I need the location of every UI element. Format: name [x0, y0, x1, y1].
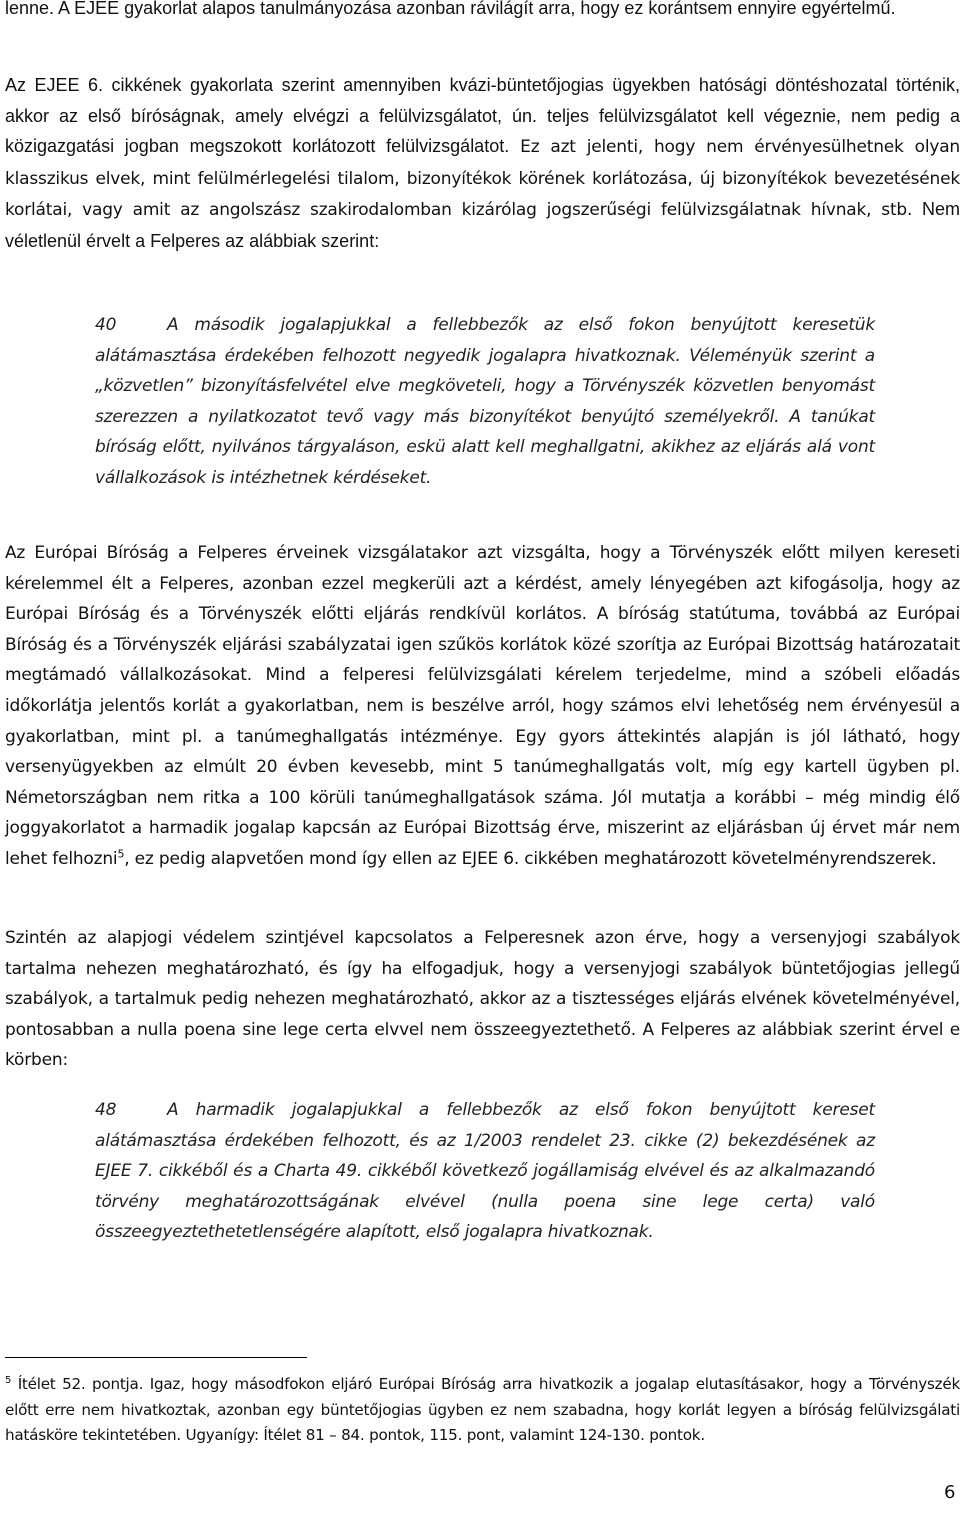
paragraph-fundamental-rights-text: Szintén az alapjogi védelem szintjével kapcsolatos a Felperesnek azon érve, hogy a versenyjogi szabályok tartalma nehezen meghatározható, és így ha elfogadjuk, hogy a versenyjogi szabályok büntetőjogias jellegű szabályok, a tartalmuk pedig nehezen meghatározható, akkor az a tisztességes eljárás elvének követelményével, pontosabban a nulla poena sine lege certa elvvel nem összeegyeztethető. A Felperes az alábbiak szerint érvel e körben: [5, 928, 960, 1071]
footnote-reference-5[interactable]: 5 [117, 847, 125, 861]
paragraph-ejee-practice-text-3: Nem véletlenül érvelt a Felperes az alábbiak szerint: [5, 199, 960, 251]
quote-40-text-c: A tanúkat bíróság előtt, nyilvános tárgyaláson, eskü alatt kell meghallgatni, akikhez az eljárás alá vont vállalkozások is intézhetnek kérdéseket. [95, 406, 875, 488]
paragraph-ejee-practice-text-2: Ez azt jelenti, hogy nem érvényesülhetnek olyan klasszikus elvek, mint felülmérlegelési tilalom, bizonyítékok körének korlátozása, új bizonyítékok bevezetésének korlátai, vagy amit az angolszász szakirodalomban kizárólag jogszerűségi felülvizsgálatnak hívnak, stb. [5, 137, 960, 221]
paragraph-european-court-text-2: , ez pedig alapvetően mond így ellen az EJEE 6. cikkében meghatározott követelményrendszerek. [124, 848, 937, 869]
quote-paragraph-40 [95, 310, 875, 494]
footnote-text: Ítélet 52. pontja. Igaz, hogy másodfokon eljáró Európai Bíróság arra hivatkozik a jogalap elutasításakor, hogy a Törvényszék előtt erre nem hivatkoztak, azonban egy büntetőjogias ügyben ez nem szabadna, hogy korlát legyen a bíróság felülvizsgálati hatásköre tekintetében. Ugyanígy: Ítélet 81 – 84. pontok, 115. pont, valamint 124-130. pontok. [5, 1375, 960, 1444]
paragraph-european-court [5, 538, 960, 875]
paragraph-ejee-practice-text-1: Az EJEE 6. cikkének gyakorlata szerint amennyiben kvázi-büntetőjogias ügyekben hatósági döntéshozatal történik, akkor az első bíróságnak, amely elvégzi a felülvizsgálatot, ún. teljes felülvizsgálatot kell végeznie, nem pedig a közigazgatási jogban megszokott korlátozott felülvizsgálatot. [5, 75, 960, 157]
paragraph-fundamental-rights [5, 923, 960, 1076]
footnote-marker: 5 [5, 1374, 12, 1386]
paragraph-european-court-text-1: Az Európai Bíróság a Felperes érveinek vizsgálatakor azt vizsgálta, hogy a Törvényszék előtt milyen kereseti kérelemmel élt a Felperes, azonban ezzel megkerüli azt a kérdést, amely lényegében azt kifogásolja, hogy az Európai Bíróság és a Törvényszék előtti eljárás rendkívül korlátos. A bíróság statútuma, továbbá az Európai Bíróság és a Törvényszék eljárási szabályzatai igen szűkös korlátok közé szorítja az Európai Bizottság határozatait megtámadó vállalkozásokat. Mind a felperesi felülvizsgálati kérelem terjedelme, mind a szóbeli előadás időkorlátja jelentős korlát a gyakorlatban, nem is beszélve arról, hogy számos elvi lehetőség nem érvényesül a gyakorlatban, mint pl. a tanúmeghallgatás intézménye. Egy gyors áttekintés alapján is jól látható, hogy versenyügyekben az elmúlt 20 évben kevesebb, mint 5 tanúmeghallgatás volt, míg egy kartell ügyben pl. Németországban nem ritka a 100 körüli tanúmeghallgatások száma. Jól mutatja a korábbi – még mindig élő joggyakorlatot a harmadik jogalap kapcsán az Európai Bizottság érve, miszerint az eljárásban új érvet már nem lehet felhozni [5, 543, 960, 869]
quote-number-40: 40 [95, 315, 117, 335]
quote-40-text-a: A második jogalapjukkal a fellebbezők az első fokon benyújtott keresetük alátámasztása érdekében felhozott negyedik jogalapra hivatkoznak. [95, 315, 875, 366]
quote-40-text-b: Véleményük szerint a „közvetlen” bizonyításfelvétel elve megköveteli, hogy a Törvényszék közvetlen benyomást szerezzen a nyilatkozatot tevő vagy más bizonyítékot benyújtó személyekről. [95, 345, 875, 427]
footnote-separator [5, 1357, 307, 1358]
page-number: 6 [944, 1482, 956, 1503]
quote-paragraph-48 [95, 1095, 875, 1248]
paragraph-intro [5, 0, 960, 24]
quote-number-48: 48 [95, 1100, 117, 1120]
footnote-5 [5, 1372, 960, 1449]
quote-48-text: A harmadik jogalapjukkal a fellebbezők az első fokon benyújtott kereset alátámasztása érdekében felhozott, és az 1/2003 rendelet 23. cikke (2) bekezdésének az EJEE 7. cikkéből és a Charta 49. cikkéből következő jogállamiság elvével és az alkalmazandó törvény meghatározottságának elvével (nulla poena sine lege certa) való összeegyeztethetetlenségére alapított, első jogalapra hivatkoznak. [95, 1100, 875, 1243]
paragraph-intro-text: lenne. A EJEE gyakorlat alapos tanulmányozása azonban rávilágít arra, hogy ez korántsem ennyire egyértelmű. [5, 0, 896, 18]
paragraph-ejee-practice [5, 70, 960, 257]
